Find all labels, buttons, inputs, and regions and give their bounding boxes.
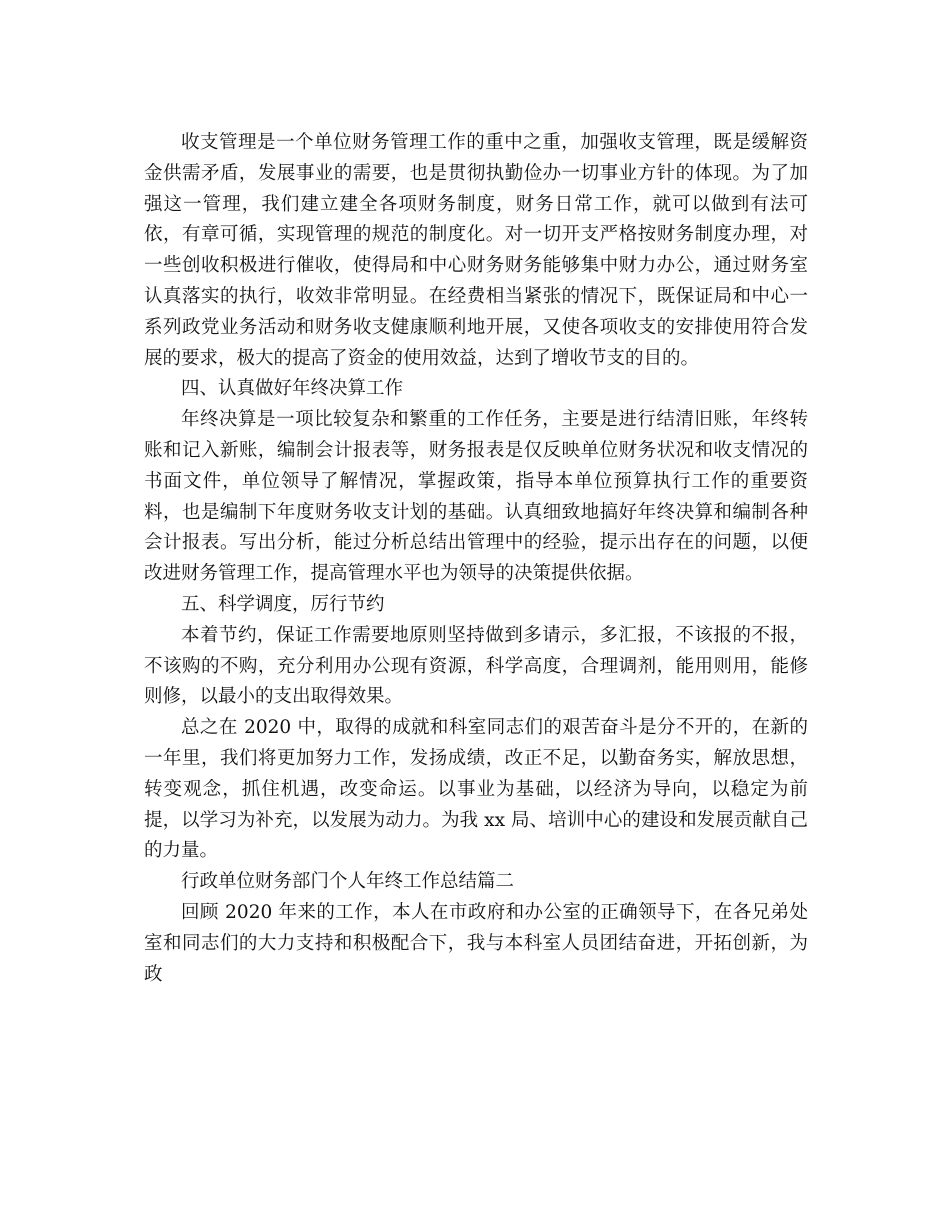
section-heading-scientific-scheduling: 五、科学调度，厉行节约 xyxy=(181,593,385,615)
paragraph-conclusion: 总之在 2020 中，取得的成就和科室同志们的艰苦奋斗是分不开的，在新的一年里，我们将更加努力工作，发扬成绩，改正不足，以勤奋务实，解放思想，转变观念，抓住机遇，改变命运。以事业为基础，以经济为导向，以稳定为前提，以学习为补充，以发展为动力。为我 xx 局、培训中心的建设和发展贡献自己的力量。 xyxy=(144,717,808,862)
paragraph-review: 回顾 2020 年来的工作，本人在市政府和办公室的正确领导下，在各兄弟处室和同志们的大力支持和积极配合下，我与本科室人员团结奋进，开拓创新，为政 xyxy=(144,901,808,985)
section-heading-part-two: 行政单位财务部门个人年终工作总结篇二 xyxy=(181,871,515,893)
document-body xyxy=(144,128,808,990)
paragraph-economy: 本着节约，保证工作需要地原则坚持做到多请示，多汇报，不该报的不报，不该购的不购，充分利用办公现有资源，科学高度，合理调剂，能用则用，能修则修，以最小的支出取得效果。 xyxy=(144,624,808,708)
section-heading-year-end-accounts: 四、认真做好年终决算工作 xyxy=(181,378,404,400)
paragraph-income-expense-management: 收支管理是一个单位财务管理工作的重中之重，加强收支管理，既是缓解资金供需矛盾，发展事业的需要，也是贯彻执勤俭办一切事业方针的体现。为了加强这一管理，我们建立建全各项财务制度，财务日常工作，就可以做到有法可依，有章可循，实现管理的规范的制度化。对一切开支严格按财务制度办理，对一些创收积极进行催收，使得局和中心财务财务能够集中财力办公，通过财务室认真落实的执行，收效非常明显。在经费相当紧张的情况下，既保证局和中心一系列政党业务活动和财务收支健康顺利地开展，又使各项收支的安排使用符合发展的要求，极大的提高了资金的使用效益，达到了增收节支的目的。 xyxy=(144,132,808,369)
paragraph-year-end-accounts: 年终决算是一项比较复杂和繁重的工作任务，主要是进行结清旧账，年终转账和记入新账，编制会计报表等，财务报表是仅反映单位财务状况和收支情况的书面文件，单位领导了解情况，掌握政策，指导本单位预算执行工作的重要资料，也是编制下年度财务收支计划的基础。认真细致地搞好年终决算和编制各种会计报表。写出分析，能过分析总结出管理中的经验，提示出存在的问题，以便改进财务管理工作，提高管理水平也为领导的决策提供依据。 xyxy=(144,409,808,585)
